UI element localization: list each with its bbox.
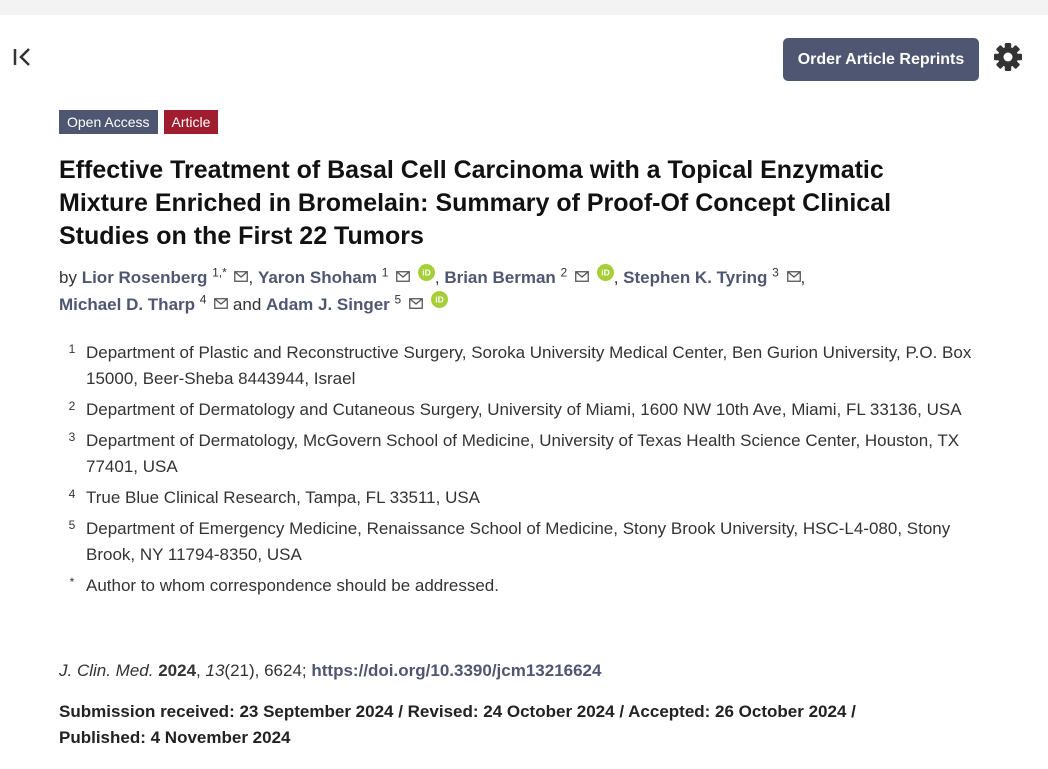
affiliation-text: True Blue Clinical Research, Tampa, FL 33511, USA — [86, 488, 481, 507]
author-affiliation: 1 — [381, 265, 389, 280]
affiliation-number: 1 — [68, 342, 76, 356]
affiliation-number: * — [69, 575, 75, 589]
mail-icon[interactable] — [214, 298, 228, 309]
affiliation-text: Department of Dermatology, McGovern School of Medicine, University of Texas Health Science Center, Houston, TX 77401, USA — [86, 431, 960, 476]
collapse-left-icon[interactable] — [11, 44, 35, 70]
doi-link[interactable]: https://doi.org/10.3390/jcm13216624 — [311, 661, 602, 680]
open-access-badge[interactable]: Open Access — [59, 110, 158, 134]
affiliation-text: Department of Dermatology and Cutaneous Surgery, University of Miami, 1600 NW 10th Ave, Miami, FL 33136, USA — [86, 400, 962, 419]
affiliation-text: Department of Plastic and Reconstructive Surgery, Soroka University Medical Center, Ben Gurion University, P.O. Box 15000, Beer-Sheba 8443944, Israel — [86, 343, 972, 388]
affiliation-number: 3 — [68, 430, 76, 444]
author-name[interactable]: Michael D. Tharp — [59, 295, 196, 314]
author-name[interactable]: Brian Berman — [444, 268, 556, 287]
svg-text:iD: iD — [422, 267, 431, 278]
orcid-icon[interactable] — [597, 264, 614, 281]
affiliation-item — [59, 573, 979, 599]
affiliation-text: Author to whom correspondence should be addressed. — [86, 576, 499, 595]
citation-volume: 13 — [205, 661, 225, 680]
order-reprints-button[interactable]: Order Article Reprints — [783, 38, 979, 81]
author-list: by Lior Rosenberg $^{1,*}$ , Yaron Shoham $^1$ iD , Brian Berman $^2$ iD , Stephen K. Tyring $^3$ , Michael D. Tharp $^4$ and Adam J. Singer $^5$ iD — [59, 265, 806, 314]
svg-text:iD: iD — [434, 294, 444, 305]
orcid-icon[interactable] — [431, 291, 448, 308]
author-affiliation: 2 — [560, 265, 568, 280]
affiliation-item — [59, 516, 979, 568]
author-name[interactable]: Lior Rosenberg — [81, 268, 208, 287]
top-strip — [0, 0, 1048, 15]
affiliation-item — [59, 485, 979, 511]
mail-icon[interactable] — [234, 271, 248, 282]
article-title: Effective Treatment of Basal Cell Carcinoma with a Topical Enzymatic Mixture Enriched in Bromelain: Summary of Proof-Of Concept Clinical Studies on the First 22 Tumors — [59, 156, 892, 250]
citation-year: 2024 — [158, 661, 197, 680]
citation: J. Clin. Med. 2024, 13(21), 6624; https://doi.org/10.3390/jcm13216624 — [59, 661, 602, 680]
affiliation-number: 5 — [68, 518, 76, 532]
author-affiliation: 5 — [394, 292, 402, 307]
publication-dates: Submission received: 23 September 2024 / Revised: 24 October 2024 / Accepted: 26 October 2024 / Published: 4 November 2024 — [59, 702, 856, 747]
authors-prefix: by — [59, 268, 77, 287]
orcid-icon[interactable] — [418, 264, 435, 281]
affiliation-item — [59, 397, 979, 423]
svg-text:iD: iD — [600, 267, 610, 278]
mail-icon[interactable] — [409, 298, 423, 309]
affiliation-number: 2 — [68, 399, 76, 413]
affiliation-item — [59, 340, 979, 392]
mail-icon[interactable] — [396, 271, 410, 282]
authors-conjunction: and — [232, 295, 262, 314]
affiliation-number: 4 — [68, 487, 76, 501]
author-affiliation: 3 — [772, 265, 779, 280]
affiliation-text: Department of Emergency Medicine, Renaissance School of Medicine, Stony Brook University, HSC-L4-080, Stony Brook, NY 11794-8350, USA — [86, 519, 951, 564]
author-name[interactable]: Yaron Shoham — [257, 268, 377, 287]
article-type-badge: Article — [164, 110, 219, 134]
author-affiliation: 1,* — [212, 265, 227, 280]
mail-icon[interactable] — [787, 271, 801, 282]
badges — [59, 110, 218, 134]
journal-name: J. Clin. Med. — [59, 661, 154, 680]
author-name[interactable]: Stephen K. Tyring — [623, 268, 768, 287]
affiliations-list — [59, 340, 979, 604]
mail-icon[interactable] — [575, 271, 589, 282]
author-affiliation: 4 — [199, 292, 207, 307]
affiliation-item — [59, 428, 979, 480]
author-name[interactable]: Adam J. Singer — [266, 295, 390, 314]
gear-icon[interactable] — [993, 42, 1023, 72]
citation-issue-pages: (21), 6624; — [224, 661, 307, 680]
